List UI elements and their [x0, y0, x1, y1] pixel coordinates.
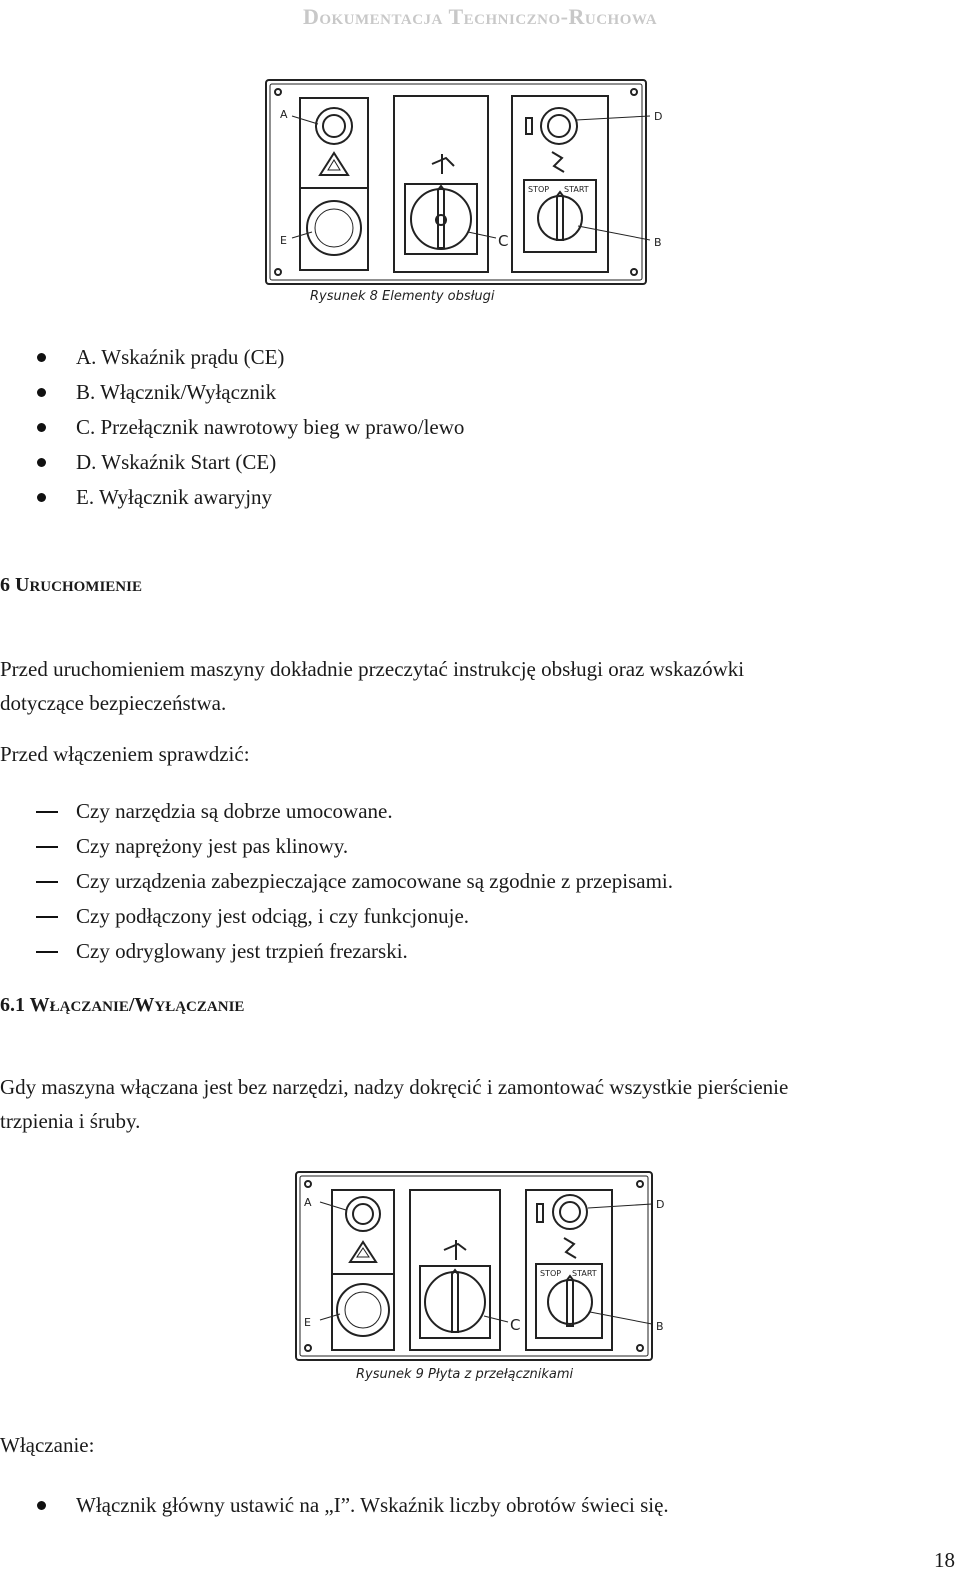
- figure9-caption: Rysunek 9 Płyta z przełącznikami: [356, 1367, 574, 1382]
- checks-intro: Przed włączeniem sprawdzić:: [0, 742, 250, 766]
- figure8-caption: Rysunek 8 Elementy obsługi: [310, 289, 495, 304]
- bullet-icon: [37, 458, 46, 467]
- dash-icon: [36, 951, 58, 953]
- dash-icon: [36, 846, 58, 848]
- figure9-label-d: D: [656, 1198, 665, 1211]
- bullet-icon: [37, 1501, 46, 1510]
- page-header: [0, 4, 960, 33]
- figure8-label-c: C: [498, 232, 509, 250]
- dash-icon: [36, 881, 58, 883]
- figure8-label-e: E: [280, 234, 287, 247]
- figure9-label-b: B: [656, 1320, 664, 1333]
- section-6-heading: 6 URUCHOMIENIE: [0, 574, 142, 596]
- header-title: Dokumentacja Techniczno-Ruchowa: [302, 4, 658, 29]
- figure9-label-stop: STOP: [540, 1269, 562, 1278]
- figure8-label-stop: STOP: [528, 185, 550, 194]
- figure8-label-d: D: [654, 110, 663, 123]
- figure9-label-e: E: [304, 1316, 311, 1329]
- figure9-label-start: START: [572, 1269, 597, 1278]
- figure9-label-c: C: [510, 1316, 521, 1334]
- bullet-icon: [37, 493, 46, 502]
- bullet-icon: [37, 388, 46, 397]
- figure8-label-a: A: [280, 108, 288, 121]
- section-6-1-paragraph: Gdy maszyna włączana jest bez narzędzi, nadzy dokręcić i zamontować wszystkie pierścienie trzpienia i śruby.: [0, 1075, 789, 1133]
- dash-icon: [36, 916, 58, 918]
- bullet-icon: [37, 423, 46, 432]
- figure-9-switch-plate: [290, 1166, 690, 1392]
- section-6-1-heading: 6.1 WŁĄCZANIE/WYŁĄCZANIE: [0, 994, 245, 1016]
- dash-icon: [36, 811, 58, 813]
- turn-on-heading: Włączanie:: [0, 1433, 95, 1457]
- section-6-paragraph: Przed uruchomieniem maszyny dokładnie przeczytać instrukcję obsługi oraz wskazówki dotyczące bezpieczeństwa.: [0, 657, 745, 715]
- figure-8-control-panel: [256, 62, 676, 312]
- page-number: 18: [934, 1548, 955, 1572]
- bullet-icon: [37, 353, 46, 362]
- figure8-label-start: START: [564, 185, 589, 194]
- figure9-label-a: A: [304, 1196, 312, 1209]
- figure8-label-b: B: [654, 236, 662, 249]
